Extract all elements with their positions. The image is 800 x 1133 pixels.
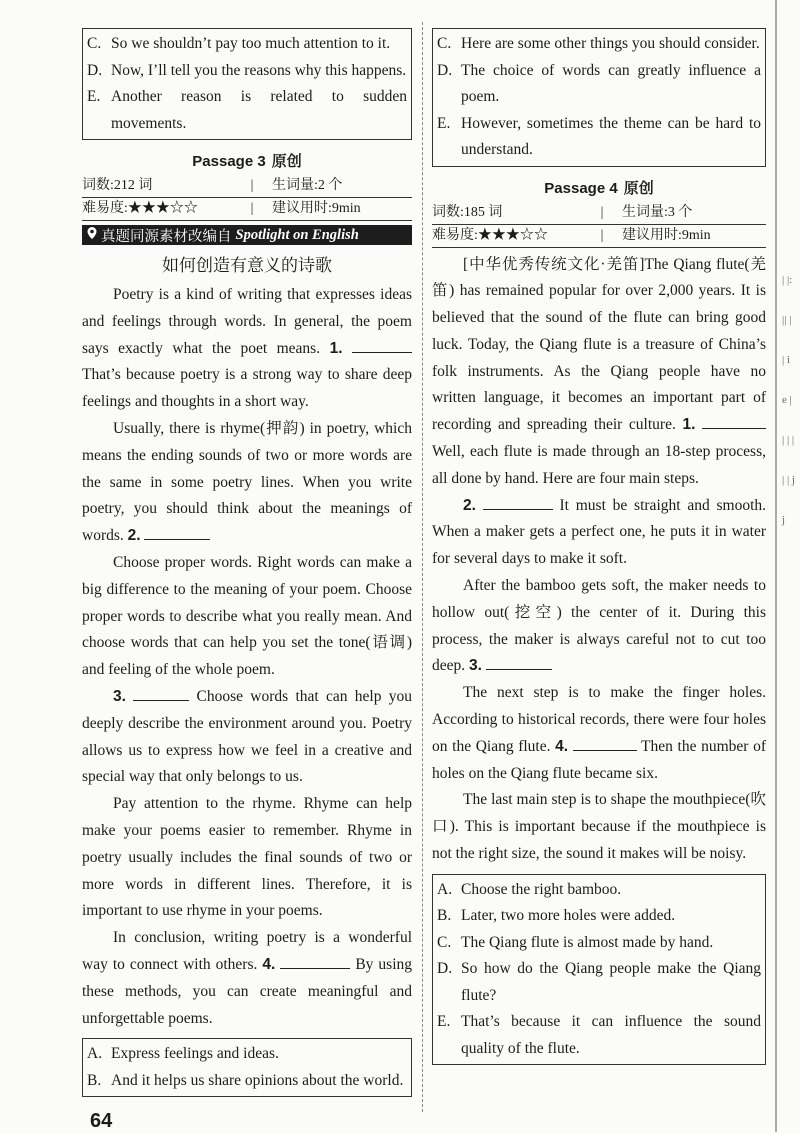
- new-words: 生词量:2 个: [272, 178, 343, 193]
- word-count: 词数:185 词: [432, 204, 503, 220]
- passage4-options-box: [432, 874, 766, 1066]
- suggested-time: 建议用时:9min: [622, 227, 711, 243]
- original-tag: 原创: [271, 153, 302, 170]
- passage-4-title: Passage 4 原创: [544, 179, 654, 197]
- paragraph: Choose proper words. Right words can make a big difference to the meaning of your poem. Choose proper words to describe what you really mean. And choose words that can help you set the tone(语调) and feeling of the whole poem.: [82, 553, 412, 679]
- answer-blank[interactable]: [280, 952, 350, 969]
- passage3-options-box: [82, 1038, 412, 1097]
- paragraph: The next step is to make the finger holes. According to historical records, there were four holes on the Qiang flute. 4. Then the number of holes on the Qiang flute became six.: [432, 684, 766, 782]
- option-d: D. The choice of words can greatly influence a poem.: [437, 61, 761, 105]
- option-e: E. Another reason is related to sudden movements.: [87, 88, 407, 132]
- chinese-title: 如何创造有意义的诗歌: [162, 256, 332, 276]
- answer-blank[interactable]: [133, 684, 189, 701]
- answer-blank[interactable]: [486, 654, 552, 671]
- stats-row: 词数:185 词 | 生词量:3 个: [432, 202, 766, 225]
- binding-marks: | |: || | | i e | | | | | | j j: [782, 274, 795, 526]
- word-count: 词数:212 词: [82, 178, 153, 193]
- option-b: B. Later, two more holes were added.: [437, 907, 676, 925]
- option-c: C. The Qiang flute is almost made by hand.: [437, 933, 714, 951]
- location-pin-icon: [86, 226, 98, 245]
- answer-blank[interactable]: [483, 493, 553, 510]
- page-edge: [775, 0, 777, 1132]
- answer-blank[interactable]: [352, 336, 412, 353]
- right-column: [432, 28, 766, 1065]
- suggested-time: 建议用时:9min: [272, 201, 361, 216]
- paragraph: [中华优秀传统文化·羌笛]The Qiang flute(羌笛) has remained popular for over 2,000 years. It is believed that the sound of the flute can bring good luck. Today, the Qiang flute is a treasure of China’s folk instruments. As the Qiang people have no written language, it becomes an important part of recording and spreading their culture. 1. Well, each flute is made through an 18-step process, all done by hand. Here are four main steps.: [432, 255, 766, 487]
- paragraph: 3. Choose words that can help you deeply describe the environment around you. Poetry allows us to express how we feel in a creative and special way that only belongs to us.: [82, 684, 412, 791]
- option-c: C. So we shouldn’t pay too much attention to it.: [87, 35, 391, 52]
- option-a: A. Choose the right bamboo.: [437, 880, 622, 898]
- option-c: C. Here are some other things you should consider.: [437, 35, 760, 52]
- option-e: E. However, sometimes the theme can be hard to understand.: [437, 114, 761, 158]
- option-d: D. Now, I’ll tell you the reasons why this happens.: [87, 61, 407, 79]
- left-column: [82, 28, 412, 1097]
- option-a: A. Express feelings and ideas.: [87, 1045, 279, 1063]
- option-d: D. So how do the Qiang people make the Qiang flute?: [437, 960, 761, 1004]
- original-tag: 原创: [623, 179, 654, 197]
- paragraph: Usually, there is rhyme(押韵) in poetry, which means the ending sounds of two or more words are the same in some poetry lines. When you write poetry, you should think about the meanings of words. 2.: [82, 419, 412, 545]
- passage-3-stats: [82, 175, 412, 221]
- answer-blank[interactable]: [144, 524, 210, 541]
- passage-4-stats: [432, 202, 766, 248]
- stats-row: 难易度:★★★☆☆ | 建议用时:9min: [432, 225, 766, 248]
- difficulty: 难易度:★★★☆☆: [432, 227, 548, 243]
- new-words: 生词量:3 个: [622, 204, 693, 220]
- passage3-more-options-box: [432, 28, 766, 167]
- passage-3-title: Passage 3 原创: [192, 153, 302, 170]
- answer-blank[interactable]: [702, 413, 766, 430]
- paragraph: The last main step is to shape the mouthpiece(吹口). This is important because if the mouthpiece is not the right size, the sound it makes will be noisy.: [432, 791, 766, 863]
- passage2-options-box: [82, 28, 412, 140]
- column-divider: [422, 22, 423, 1112]
- answer-blank[interactable]: [573, 734, 637, 751]
- paragraph: Pay attention to the rhyme. Rhyme can help make your poems easier to remember. Rhyme in poetry usually includes the final sounds of two or more words in different lines. Therefore, it is important to use rhyme in your poems.: [82, 795, 412, 920]
- page-number: 64: [90, 1110, 113, 1132]
- option-b: B. And it helps us share opinions about the world.: [87, 1071, 404, 1089]
- paragraph: In conclusion, writing poetry is a wonderful way to connect with others. 4. By using these methods, you can create meaningful and unforgettable poems.: [82, 929, 413, 1027]
- source-banner: 真题同源素材改编自 Spotlight on English: [82, 225, 412, 245]
- paragraph: After the bamboo gets soft, the maker needs to hollow out(挖空) the center of it. During this process, the maker is always careful not to cut too deep. 3.: [432, 577, 766, 675]
- difficulty: 难易度:★★★☆☆: [82, 201, 198, 216]
- option-e: E. That’s because it can influence the sound quality of the flute.: [437, 1013, 761, 1057]
- paragraph: Poetry is a kind of writing that expresses ideas and feelings through words. In general, the poem says exactly what the poet means. 1. That’s because poetry is a strong way to share deep feelings and thoughts in a short way.: [82, 286, 412, 411]
- stats-row: 难易度:★★★☆☆ | 建议用时:9min: [82, 198, 412, 221]
- paragraph: 2. It must be straight and smooth. When a maker gets a perfect one, he puts it in water for several days to make it soft.: [432, 493, 766, 573]
- stats-row: 词数:212 词 | 生词量:2 个: [82, 175, 412, 198]
